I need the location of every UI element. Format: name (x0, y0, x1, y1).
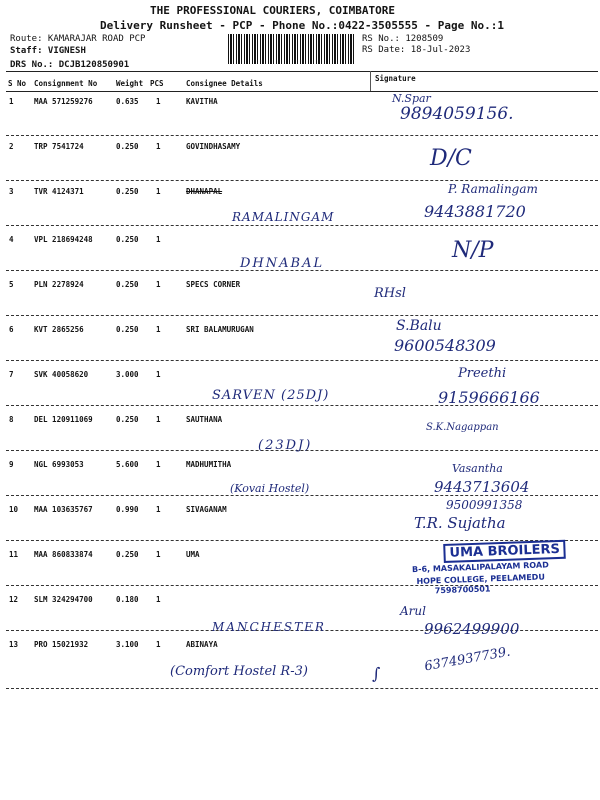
signature: N/P (452, 238, 494, 263)
signature-column-divider (370, 71, 371, 91)
col-weight: Weight (116, 79, 144, 88)
row-sno: 7 (9, 370, 14, 379)
row-consignment: MAA 571259276 (34, 97, 93, 106)
row-pcs: 1 (156, 142, 161, 151)
barcode-image (228, 34, 356, 64)
signature: N.Spar (392, 92, 431, 105)
row-weight: 0.250 (116, 415, 139, 424)
row-sno: 4 (9, 235, 14, 244)
handwritten-consignee: (23DJ) (258, 438, 313, 453)
row-separator (6, 688, 598, 689)
row-consignment: TVR 4124371 (34, 187, 84, 196)
row-consignment: MAA 103635767 (34, 505, 93, 514)
row-consignment: KVT 2865256 (34, 325, 84, 334)
row-pcs: 1 (156, 325, 161, 334)
row-consignment: DEL 120911069 (34, 415, 93, 424)
row-consignment: MAA 860833874 (34, 550, 93, 559)
table-header-rule (6, 91, 598, 92)
row-consignee: SAUTHANA (186, 415, 223, 424)
col-consignment: Consignment No (34, 79, 98, 88)
row-pcs: 1 (156, 595, 161, 604)
row-sno: 11 (9, 550, 19, 559)
row-weight: 0.250 (116, 187, 139, 196)
signature: S.K.Nagappan (426, 422, 499, 433)
handwritten-phone: 9500991358 (446, 498, 523, 512)
row-weight: 0.250 (116, 325, 139, 334)
row-pcs: 1 (156, 280, 161, 289)
row-sno: 13 (9, 640, 19, 649)
row-pcs: 1 (156, 97, 161, 106)
row-consignee: SPECS CORNER (186, 280, 241, 289)
row-weight: 5.600 (116, 460, 139, 469)
stamp-phone: 7598700501 (434, 584, 491, 596)
row-separator (6, 360, 598, 361)
row-consignee: ABINAYA (186, 640, 218, 649)
handwritten-consignee: DHNABAL (240, 256, 325, 271)
signature: S.Balu (396, 318, 442, 334)
signature-scribble: ∫ (372, 664, 381, 683)
row-sno: 8 (9, 415, 14, 424)
handwritten-phone: 6374937739. (423, 644, 512, 675)
signature: D/C (430, 146, 472, 171)
rs-number: RS No.: 1208509 (362, 34, 444, 44)
row-pcs: 1 (156, 550, 161, 559)
signature: T.R. Sujatha (414, 514, 506, 532)
row-consignee: SIVAGANAM (186, 505, 227, 514)
handwritten-consignee: SARVEN (25DJ) (212, 388, 330, 403)
row-sno: 2 (9, 142, 14, 151)
route-label: Route: KAMARAJAR ROAD PCP (10, 34, 146, 44)
handwritten-consignee: RAMALINGAM (232, 210, 335, 224)
row-consignment: PLN 2278924 (34, 280, 84, 289)
handwritten-phone: 9159666166 (438, 388, 540, 407)
row-consignment: SLM 324294700 (34, 595, 93, 604)
stamp-name: UMA BROILERS (443, 540, 566, 563)
stamp-address-line: HOPE COLLEGE, PEELAMEDU (416, 572, 546, 586)
row-consignment: NGL 6993053 (34, 460, 84, 469)
handwritten-consignee: (Kovai Hostel) (230, 482, 310, 495)
row-weight: 3.100 (116, 640, 139, 649)
row-consignee: MADHUMITHA (186, 460, 232, 469)
row-weight: 0.250 (116, 280, 139, 289)
handwritten-consignee: MANCHESTER (212, 620, 326, 634)
row-separator (6, 225, 598, 226)
handwritten-phone: 9443881720 (424, 202, 526, 221)
row-weight: 3.000 (116, 370, 139, 379)
handwritten-phone: 9894059156. (400, 104, 514, 124)
row-sno: 3 (9, 187, 14, 196)
row-sno: 9 (9, 460, 14, 469)
col-signature: Signature (375, 74, 416, 83)
row-weight: 0.990 (116, 505, 139, 514)
row-sno: 12 (9, 595, 19, 604)
rs-date: RS Date: 18-Jul-2023 (362, 45, 471, 55)
row-consignment: PRO 15021932 (34, 640, 89, 649)
handwritten-phone: 9962499900 (424, 620, 520, 638)
row-pcs: 1 (156, 640, 161, 649)
handwritten-phone: 9600548309 (394, 336, 496, 355)
row-pcs: 1 (156, 415, 161, 424)
signature: Vasantha (452, 462, 503, 475)
row-weight: 0.250 (116, 235, 139, 244)
drs-number: DRS No.: DCJB120850901 (10, 60, 130, 70)
row-consignment: SVK 40058620 (34, 370, 89, 379)
col-pcs: PCS (150, 79, 164, 88)
handwritten-phone: 9443713604 (434, 478, 530, 496)
row-consignee: GOVINDHASAMY (186, 142, 241, 151)
row-separator (6, 135, 598, 136)
row-weight: 0.635 (116, 97, 139, 106)
company-title: THE PROFESSIONAL COURIERS, COIMBATORE (150, 4, 396, 17)
row-sno: 5 (9, 280, 14, 289)
handwritten-consignee: (Comfort Hostel R-3) (170, 664, 308, 679)
row-consignee: KAVITHA (186, 97, 218, 106)
stamp-address-line: B-6, MASAKALIPALAYAM ROAD (411, 560, 549, 575)
runsheet-subtitle: Delivery Runsheet - PCP - Phone No.:0422-3505555 - Page No.:1 (100, 19, 504, 32)
col-consignee: Consignee Details (186, 79, 263, 88)
row-weight: 0.250 (116, 550, 139, 559)
row-weight: 0.180 (116, 595, 139, 604)
row-consignment: VPL 218694248 (34, 235, 93, 244)
row-weight: 0.250 (116, 142, 139, 151)
signature: Preethi (458, 366, 507, 381)
row-pcs: 1 (156, 187, 161, 196)
row-separator (6, 180, 598, 181)
row-sno: 10 (9, 505, 19, 514)
signature: P. Ramalingam (448, 182, 538, 196)
row-separator (6, 315, 598, 316)
row-consignee: SRI BALAMURUGAN (186, 325, 254, 334)
staff-label: Staff: VIGNESH (10, 46, 86, 56)
row-pcs: 1 (156, 235, 161, 244)
col-sno: S No (8, 79, 27, 88)
row-pcs: 1 (156, 505, 161, 514)
row-pcs: 1 (156, 370, 161, 379)
row-consignee: UMA (186, 550, 200, 559)
table-top-rule (6, 71, 598, 72)
signature: RHsl (374, 286, 406, 301)
row-pcs: 1 (156, 460, 161, 469)
row-sno: 1 (9, 97, 14, 106)
row-sno: 6 (9, 325, 14, 334)
signature: Arul (400, 604, 426, 618)
row-consignment: TRP 7541724 (34, 142, 84, 151)
business-stamp (403, 535, 599, 598)
row-consignee: DHANAPAL (186, 187, 223, 196)
